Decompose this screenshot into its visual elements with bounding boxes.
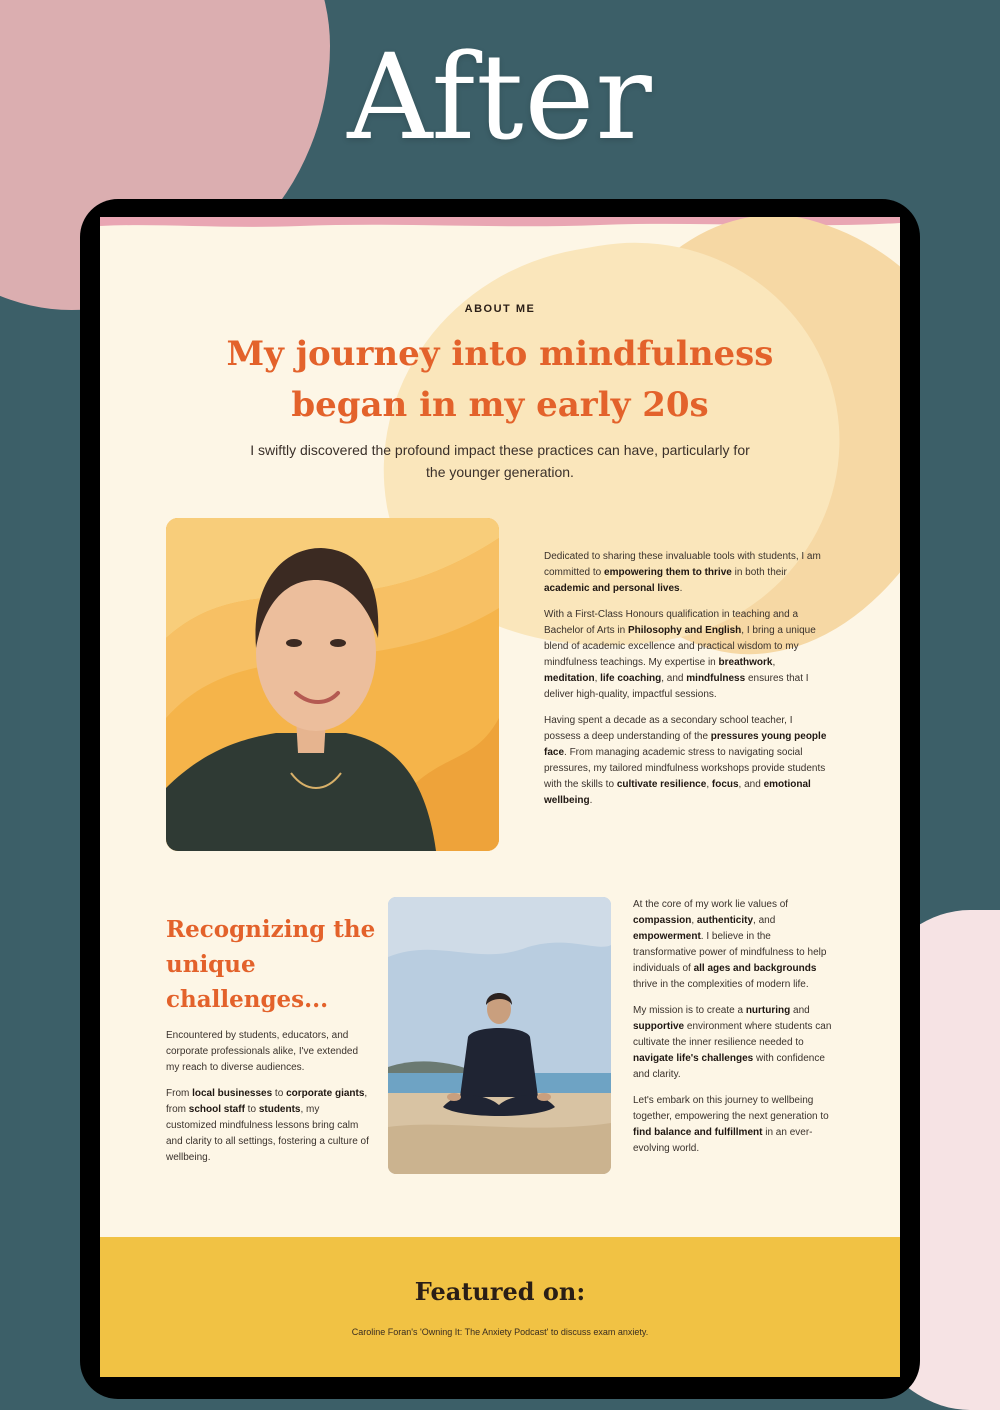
bio-paragraph [544,607,830,703]
emphasis: school staff [188,1104,245,1115]
about-headline [200,329,800,431]
text: , I bring a unique blend of academic excellence and practical wisdom to my mindfulness teachings. My expertise in [544,625,816,668]
emphasis: pressures young people face [544,731,827,758]
text: environment where students can cultivate the inner resilience needed to [633,1021,832,1048]
emphasis: find balance and fulfillment [633,1127,763,1138]
bio-text [544,549,830,819]
text: ensures that I deliver high-quality, impactful sessions. [544,673,809,700]
emphasis: supportive [633,1021,685,1032]
text: With a First-Class Honours qualification in teaching and a Bachelor of Arts in [544,609,799,636]
bio-paragraph [544,713,830,809]
emphasis: mindfulness [686,673,746,684]
text: Dedicated to sharing these invaluable tools with students, I am committed to [544,551,821,578]
text: to [272,1088,287,1099]
emphasis: navigate life's challenges [633,1053,754,1064]
recognizing-paragraph: Encountered by students, educators, and corporate professionals alike, I've extended my reach to diverse audiences. [166,1030,359,1073]
tablet-frame [80,199,920,1399]
featured-caption: Caroline Foran's 'Owning It: The Anxiety Podcast' to discuss exam anxiety. [351,1327,649,1337]
bio-paragraph [544,549,830,597]
emphasis: focus [711,779,739,790]
recognizing-heading [166,912,376,1017]
emphasis: students [258,1104,301,1115]
text: to [244,1104,259,1115]
heading-line: challenges... [166,986,329,1013]
values-paragraph [633,897,835,993]
text: and [790,1005,810,1016]
heading-line: unique [166,951,256,978]
text: , [594,673,601,684]
text: From [166,1088,193,1099]
text: in both their [731,567,787,578]
emphasis: authenticity [696,915,754,926]
values-text [633,897,835,1167]
emphasis: all ages and backgrounds [693,963,817,974]
emphasis: meditation [544,673,595,684]
emphasis: local businesses [192,1088,273,1099]
text: , and [753,915,776,926]
after-heading: After [347,28,653,166]
featured-wave [100,1233,900,1253]
meditation-illustration [388,897,611,1174]
website-screen [100,217,900,1377]
text: . From managing academic stress to navigating social pressures, my tailored mindfulness workshops provide students with the skills to [544,747,826,790]
section-eyebrow: ABOUT ME [464,303,536,315]
emphasis: academic and personal lives [544,583,680,594]
values-paragraph [633,1093,835,1157]
text: , from [166,1088,368,1115]
emphasis: empowerment [633,931,701,942]
text: . [589,795,593,806]
recognizing-paragraph [166,1086,370,1166]
heading-line: Recognizing the [166,916,376,943]
text: , and [738,779,764,790]
portrait-illustration [166,518,499,851]
text: , [706,779,712,790]
headline-line: began in my early 20s [291,385,709,425]
values-paragraph [633,1003,835,1083]
text: , and [661,673,687,684]
featured-section [100,1237,900,1377]
text: . I believe in the transformative power of mindfulness to help individuals of [633,931,827,974]
text: My mission is to create a [633,1005,746,1016]
emphasis: emotional wellbeing [544,779,811,806]
text: with confidence and clarity. [633,1053,825,1080]
text: . [679,583,683,594]
text: At the core of my work lie values of [633,899,789,910]
recognizing-text [166,1028,370,1176]
text: Let's embark on this journey to wellbeing together, empowering the next generation to [633,1095,829,1122]
meditation-photo [388,897,611,1174]
about-lede: I swiftly discovered the profound impact these practices can have, particularly for the younger generation. [250,442,750,480]
featured-title: Featured on: [414,1277,586,1306]
text: , my customized mindfulness lessons bring calm and clarity to all settings, fostering a culture of wellbeing. [166,1104,369,1163]
text: , [772,657,776,668]
emphasis: breathwork [718,657,773,668]
headline-line: My journey into mindfulness [226,334,774,374]
emphasis: Philosophy and English [627,625,742,636]
text: Having spent a decade as a secondary school teacher, I possess a deep understanding of the [544,715,793,742]
emphasis: compassion [633,915,692,926]
emphasis: corporate giants [286,1088,365,1099]
text: , [691,915,697,926]
text: in an ever-evolving world. [633,1127,813,1154]
emphasis: cultivate resilience [616,779,707,790]
emphasis: nurturing [745,1005,791,1016]
emphasis: life coaching [600,673,662,684]
portrait-photo [166,518,499,851]
text: thrive in the complexities of modern life. [633,979,809,990]
emphasis: empowering them to thrive [604,567,732,578]
